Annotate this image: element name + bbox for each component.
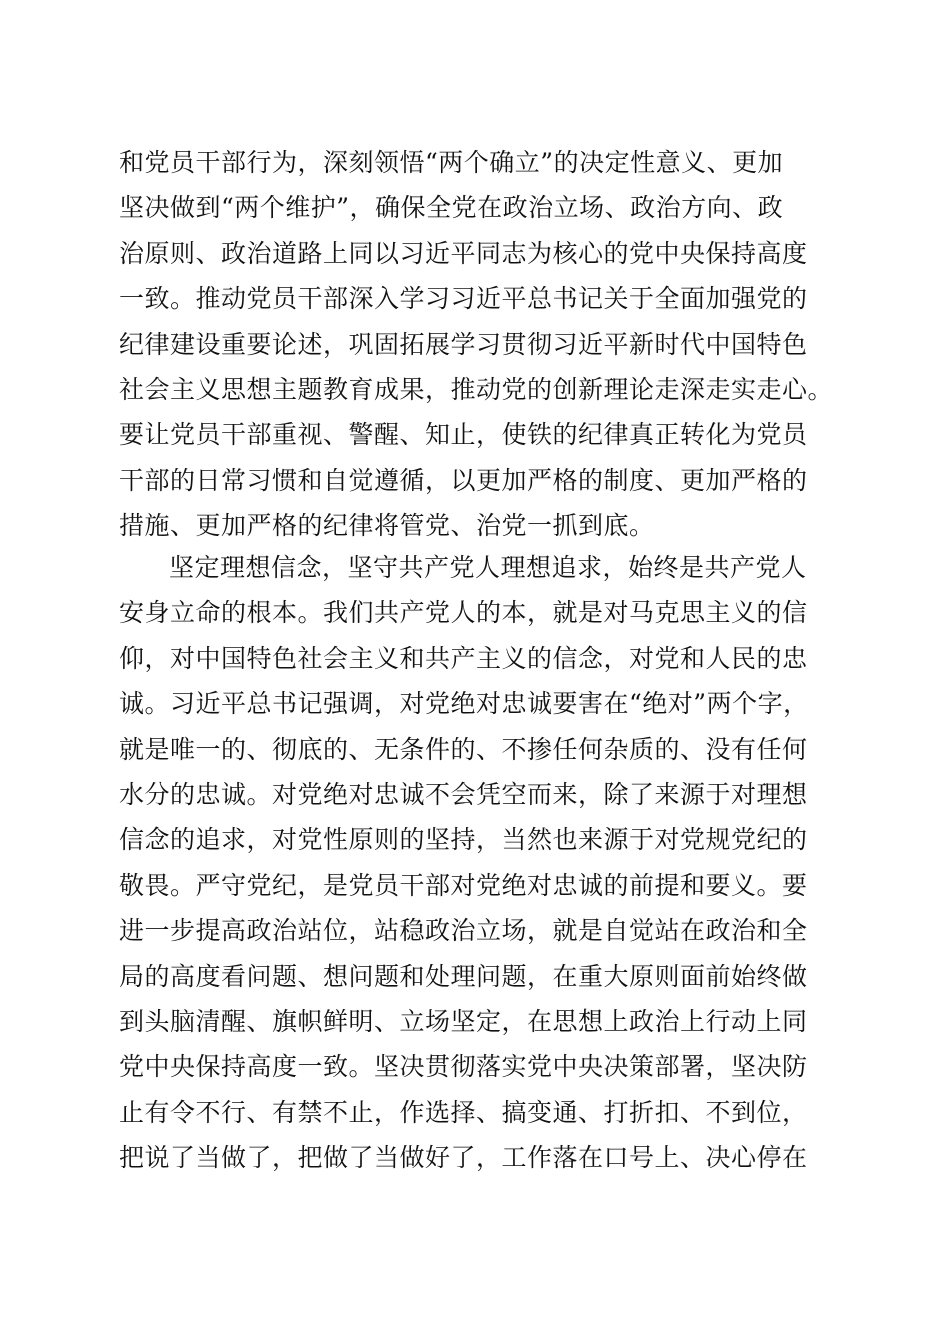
paragraph-line: 仰，对中国特色社会主义和共产主义的信念，对党和人民的忠 [119, 643, 808, 673]
paragraph-line: 就是唯一的、彻底的、无条件的、不掺任何杂质的、没有任何 [119, 734, 808, 764]
paragraph-line: 安身立命的根本。我们共产党人的本，就是对马克思主义的信 [119, 598, 808, 628]
paragraph-line: 信念的追求，对党性原则的坚持，当然也来源于对党规党纪的 [119, 825, 808, 855]
paragraph-first-line: 坚定理想信念，坚守共产党人理想追求，始终是共产党人 [169, 553, 807, 582]
paragraph-line: 敬畏。严守党纪，是党员干部对党绝对忠诚的前提和要义。要 [119, 870, 808, 900]
paragraph-line: 坚决做到“两个维护”，确保全党在政治立场、政治方向、政 [119, 193, 784, 223]
paragraph-2 [119, 545, 839, 1180]
paragraph-line: 党中央保持高度一致。坚决贯彻落实党中央决策部署，坚决防 [119, 1052, 808, 1082]
paragraph-line: 水分的忠诚。对党绝对忠诚不会凭空而来，除了来源于对理想 [119, 779, 808, 809]
paragraph-line: 局的高度看问题、想问题和处理问题，在重大原则面前始终做 [119, 961, 808, 991]
paragraph-line: 把说了当做了，把做了当做好了，工作落在口号上、决心停在 [119, 1143, 808, 1173]
paragraph-line: 诚。习近平总书记强调，对党绝对忠诚要害在“绝对”两个字， [119, 689, 809, 719]
paragraph-line: 要让党员干部重视、警醒、知止，使铁的纪律真正转化为党员 [119, 420, 808, 450]
paragraph-1 [119, 140, 839, 549]
paragraph-line: 措施、更加严格的纪律将管党、治党一抓到底。 [119, 511, 655, 541]
paragraph-line: 和党员干部行为，深刻领悟“两个确立”的决定性意义、更加 [119, 148, 784, 177]
paragraph-line: 到头脑清醒、旗帜鲜明、立场坚定，在思想上政治上行动上同 [119, 1006, 808, 1036]
paragraph-line: 社会主义思想主题教育成果，推动党的创新理论走深走实走心。 [119, 374, 834, 404]
paragraph-line: 止有令不行、有禁不止，作选择、搞变通、打折扣、不到位， [119, 1097, 808, 1127]
paragraph-line: 干部的日常习惯和自觉遵循，以更加严格的制度、更加严格的 [119, 465, 808, 495]
paragraph-line: 一致。推动党员干部深入学习习近平总书记关于全面加强党的 [119, 284, 808, 314]
paragraph-line: 进一步提高政治站位，站稳政治立场，就是自觉站在政治和全 [119, 916, 808, 946]
paragraph-line: 治原则、政治道路上同以习近平同志为核心的党中央保持高度 [119, 238, 808, 268]
paragraph-line: 纪律建设重要论述，巩固拓展学习贯彻习近平新时代中国特色 [119, 329, 808, 359]
